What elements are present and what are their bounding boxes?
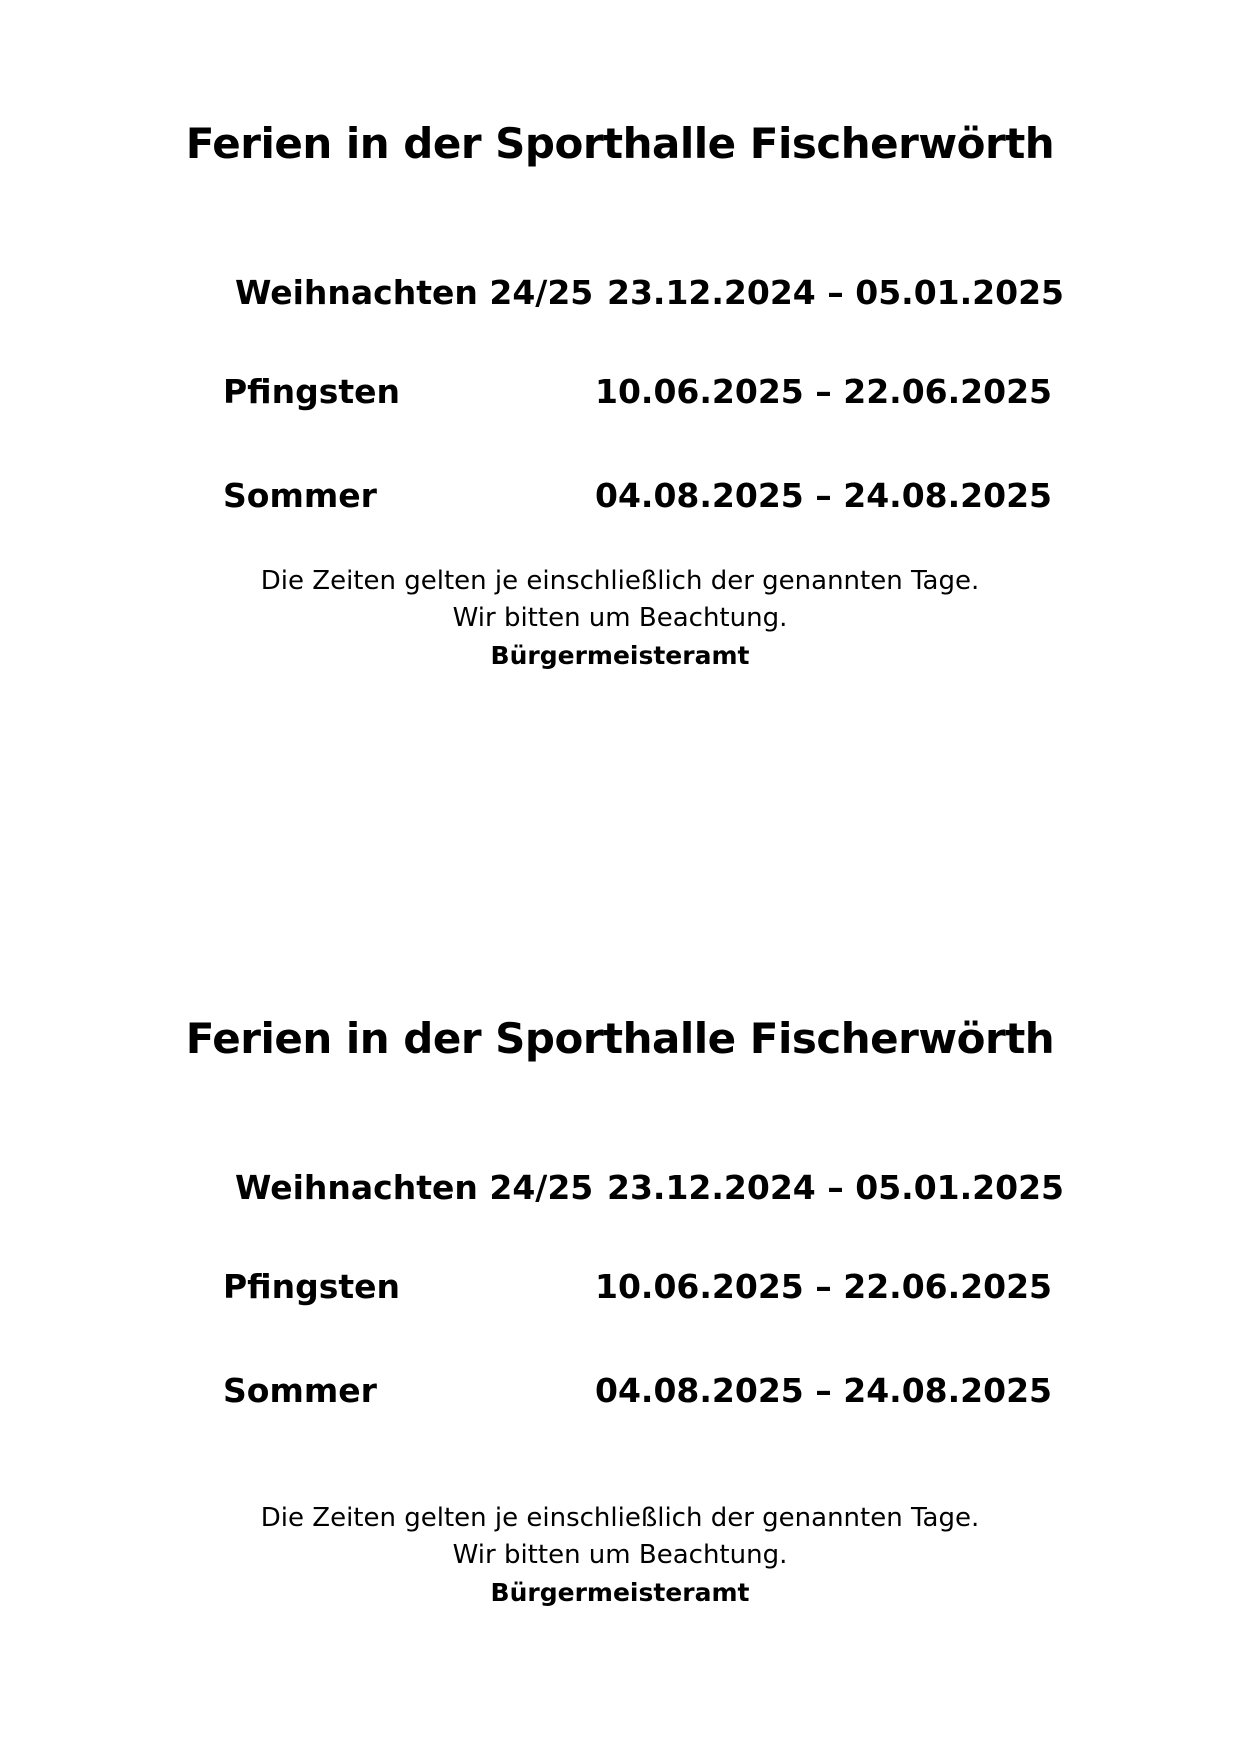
period-dates: 04.08.2025 – 24.08.2025: [595, 476, 1053, 515]
notice-bottom: [0, 895, 1240, 1607]
signature: Bürgermeisteramt: [490, 641, 750, 670]
signature: Bürgermeisteramt: [490, 1578, 750, 1607]
period-row-christmas: [0, 1165, 1240, 1211]
notice-footer: [0, 563, 1240, 674]
note-line: Die Zeiten gelten je einschließlich der genannten Tage.: [260, 1503, 980, 1533]
period-row-summer: [0, 473, 1240, 519]
period-row-summer: [0, 1368, 1240, 1414]
notice-top: [0, 0, 1240, 670]
period-row-christmas: [0, 270, 1240, 316]
period-name: Pfingsten: [223, 1267, 401, 1306]
period-dates: 04.08.2025 – 24.08.2025: [595, 1371, 1053, 1410]
period-row-pentecost: [0, 1264, 1240, 1310]
note-line: Die Zeiten gelten je einschließlich der genannten Tage.: [260, 566, 980, 596]
period-name: Sommer: [223, 476, 377, 515]
period-dates: 23.12.2024 – 05.01.2025: [607, 1168, 1065, 1207]
period-name: Weihnachten 24/25: [235, 273, 594, 312]
notice-footer: [0, 1500, 1240, 1611]
period-dates: 23.12.2024 – 05.01.2025: [607, 273, 1065, 312]
period-name: Weihnachten 24/25: [235, 1168, 594, 1207]
note-line: Wir bitten um Beachtung.: [452, 1540, 788, 1570]
notice-title: Ferien in der Sporthalle Fischerwörth: [185, 119, 1055, 168]
period-name: Sommer: [223, 1371, 377, 1410]
note-line: Wir bitten um Beachtung.: [452, 603, 788, 633]
period-dates: 10.06.2025 – 22.06.2025: [595, 372, 1053, 411]
notice-title: Ferien in der Sporthalle Fischerwörth: [185, 1014, 1055, 1063]
period-dates: 10.06.2025 – 22.06.2025: [595, 1267, 1053, 1306]
period-row-pentecost: [0, 369, 1240, 415]
period-name: Pfingsten: [223, 372, 401, 411]
